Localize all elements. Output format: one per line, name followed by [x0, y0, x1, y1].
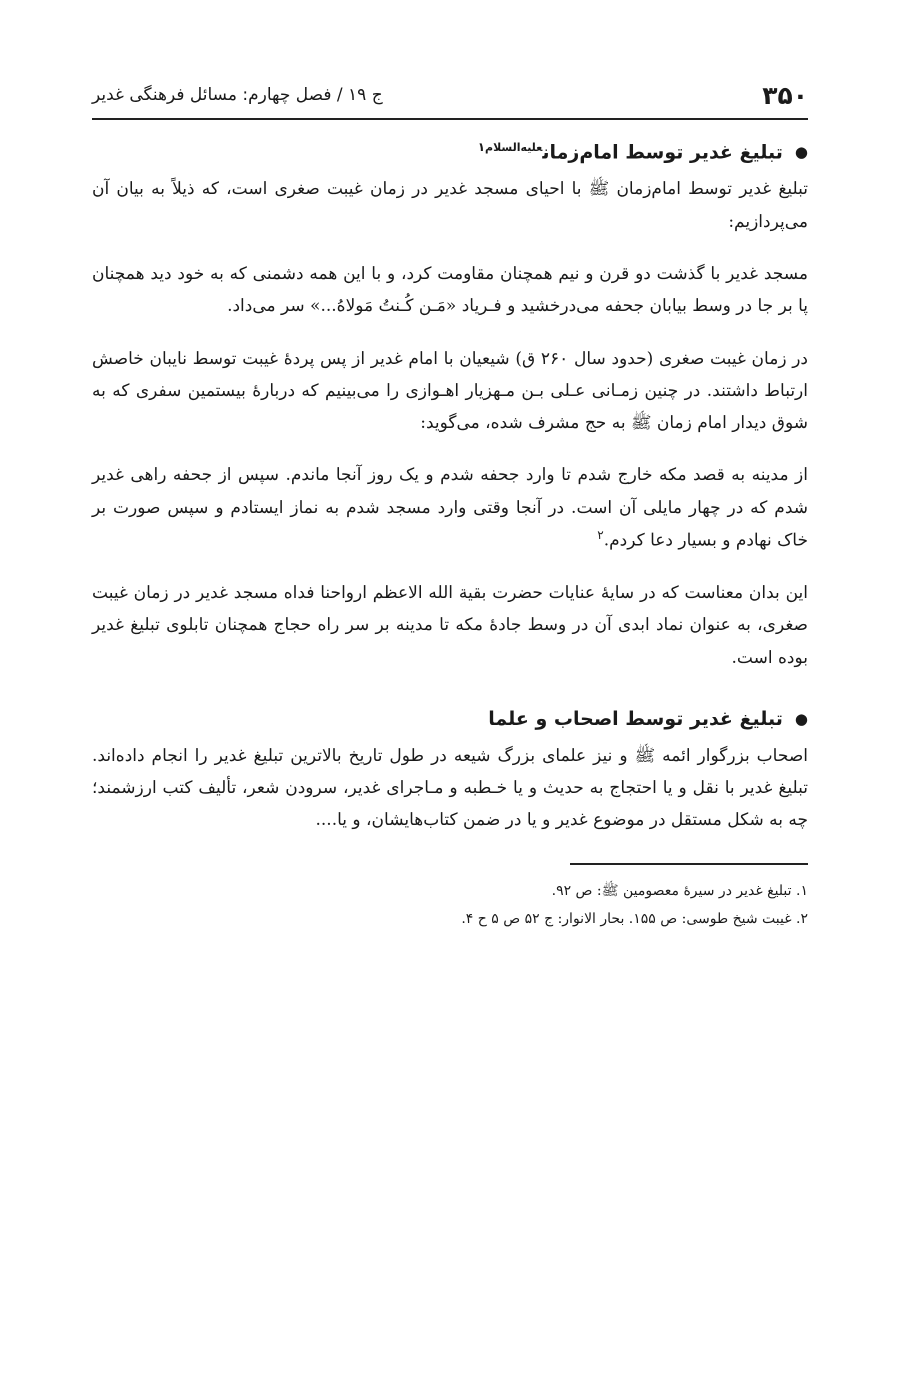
- footnote-1: ۱. تبلیغ غدیر در سیرهٔ معصومین ﷺ: ص ۹۲.: [551, 882, 808, 899]
- paragraph: [92, 459, 808, 557]
- section-heading-imam-zaman: [92, 140, 808, 163]
- paragraph: تبلیغ غدیر توسط امام‌زمان ﷺ با احیای مسجد غدیر در زمان غیبت صغری است، که ذیلاً به بیان آن می‌پردازیم:: [92, 179, 808, 232]
- page-number: ۳۵۰: [762, 80, 808, 110]
- footnote-2: ۲. غیبت شیخ طوسی: ص ۱۵۵. بحار الانوار: ج ۵۲ ص ۵ ح ۴.: [461, 910, 808, 927]
- page-header: [92, 72, 808, 120]
- paragraph: مسجد غدیر با گذشت دو قرن و نیم همچنان مقاومت کرد، و با این همه دشمنی که به خود دید همچنان پا بر جا در وسط بیابان جحفه می‌درخشید و فـریاد «مَـن کُـنتُ مَولاهُ...» سر می‌داد.: [92, 263, 808, 317]
- paragraph: در زمان غیبت صغری (حدود سال ۲۶۰ ق) شیعیان با امام غدیر از پس پردهٔ غیبت توسط نایبان خاصش ارتباط داشتند. در چنین زمـانی عـلی بـن مـهزیار اهـوازی را می‌بینیم که دربارهٔ بیستمین سفری که به شوق دیدار امام زمان ﷺ به حج مشرف شده، می‌گوید:: [92, 348, 809, 434]
- paragraph: اصحاب بزرگوار ائمه ﷺ و نیز علمای بزرگ شیعه در طول تاریخ بالاترین تبلیغ غدیر را انجام داده‌اند. تبلیغ غدیر با نقل و یا احتجاج به حدیث و یا خـطبه و مـاجرای غدیر، سرودن شعر، تألیف کتب ارزشمند؛ چه به شکل مستقل در موضوع غدیر و یا در ضمن کتاب‌هایشان، و یا....: [92, 745, 808, 831]
- section-title: تبلیغ غدیر توسط اصحاب و علما: [488, 707, 783, 730]
- paragraph-text: از مدینه به قصد مکه خارج شدم تا وارد جحفه شدم و یک روز آنجا ماندم. سپس از جحفه راهی غدیر شدم که در چهار مایلی آن است. در آنجا وقتی وارد مسجد شدم به نماز ایستادم و سپس صورت بر خاک نهادم و بسیار دعا کردم.: [92, 465, 808, 551]
- section-title: تبلیغ غدیر توسط امام‌زمان: [542, 141, 783, 164]
- salawat-symbol: عليه‌السلام: [485, 141, 543, 154]
- paragraph: این بدان معناست که در سایهٔ عنایات حضرت بقیة الله الاعظم ارواحنا فداه مسجد غدیر در زمان غیبت صغری، به عنوان نماد ابدی آن در وسط جادهٔ مکه تا مدینه بر سر راه حجاج همچنان تابلوی تبلیغ غدیر بوده است.: [92, 582, 808, 668]
- footnote-ref-1: ۱: [477, 140, 486, 154]
- bullet-icon: ●: [794, 142, 808, 161]
- running-title: ج ۱۹ / فصل چهارم: مسائل فرهنگی غدیر: [92, 85, 383, 105]
- footnote-ref-2: ۲: [597, 528, 604, 542]
- section-heading-companions: [92, 708, 808, 730]
- bullet-icon: ●: [794, 709, 808, 728]
- footnote-divider: [570, 863, 808, 865]
- page-body: [92, 140, 808, 933]
